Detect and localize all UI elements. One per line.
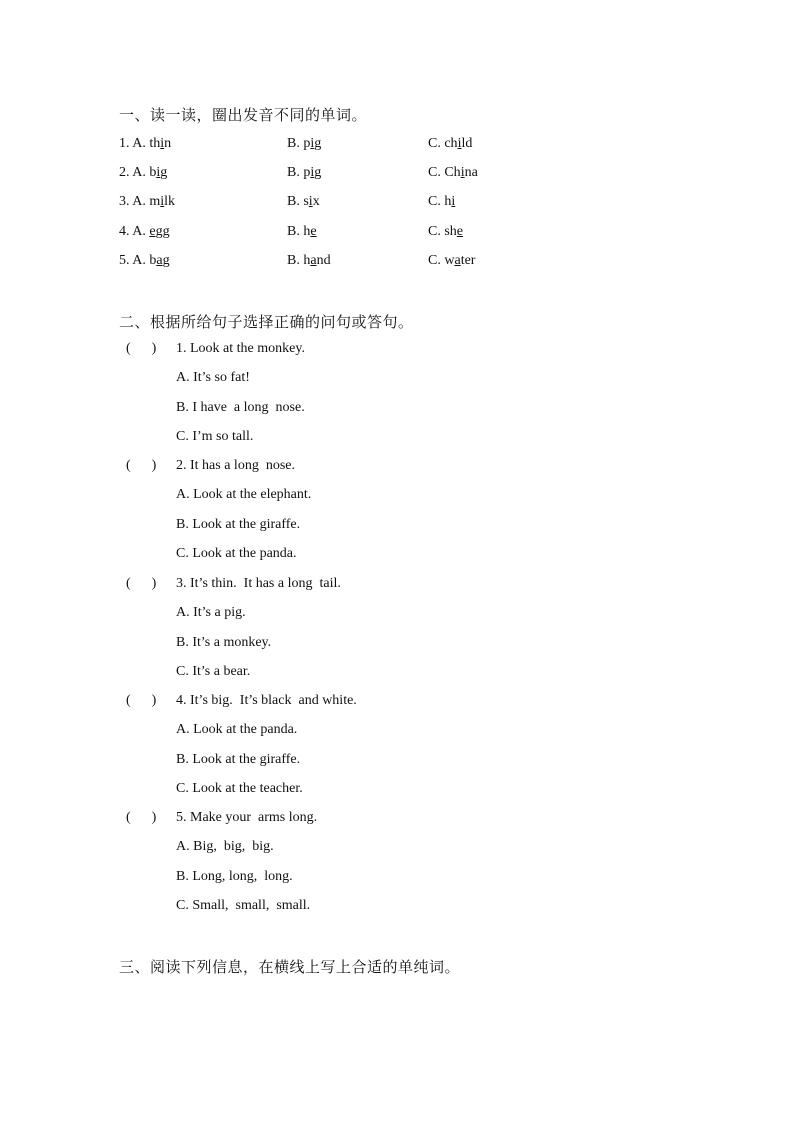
option-b: B. pig [287,165,322,180]
section1-title: 一、读一读，圈出发音不同的单词。 [119,106,368,124]
answer-option: B. Look at the giraffe. [176,516,301,532]
answer-blank[interactable]: ( ) [126,458,157,473]
answer-option: B. Long, long, long. [176,868,293,884]
option-c: C. child [428,136,473,151]
answer-option: B. Look at the giraffe. [176,751,301,767]
option-b: B. hand [287,253,331,268]
question-text: 1. Look at the monkey. [176,341,305,356]
answer-blank[interactable]: ( ) [126,693,157,708]
option-c: C. China [428,165,478,180]
answer-option: C. I’m so tall. [176,428,254,444]
section2-title: 二、根据所给句子选择正确的问句或答句。 [119,313,414,331]
answer-option: B. It’s a monkey. [176,634,272,650]
answer-option: A. Look at the elephant. [176,487,312,503]
answer-option: A. It’s so fat! [176,370,250,386]
answer-option: A. Big, big, big. [176,839,274,855]
question-text: 3. It’s thin. It has a long tail. [176,576,341,591]
answer-option: C. Small, small, small. [176,897,311,913]
option-c: C. water [428,253,476,268]
option-a: 1. A. thin [119,136,172,151]
option-a: 2. A. big [119,165,168,180]
answer-option: C. Look at the panda. [176,545,297,561]
option-a: 3. A. milk [119,194,176,209]
option-c: C. she [428,224,464,239]
answer-option: A. It’s a pig. [176,605,246,621]
answer-option: A. Look at the panda. [176,722,298,738]
answer-option: C. Look at the teacher. [176,780,303,796]
answer-blank[interactable]: ( ) [126,341,157,356]
option-b: B. pig [287,136,322,151]
option-b: B. six [287,194,320,209]
question-text: 4. It’s big. It’s black and white. [176,693,357,708]
question-text: 5. Make your arms long. [176,810,318,825]
answer-option: B. I have a long nose. [176,399,305,415]
option-a: 4. A. egg [119,224,170,239]
option-b: B. he [287,224,317,239]
option-c: C. hi [428,194,456,209]
option-a: 5. A. bag [119,253,170,268]
answer-option: C. It’s a bear. [176,663,251,679]
answer-blank[interactable]: ( ) [126,810,157,825]
question-text: 2. It has a long nose. [176,458,295,473]
answer-blank[interactable]: ( ) [126,576,157,591]
section3-title: 三、阅读下列信息，在横线上写上合适的单纯词。 [119,958,461,976]
